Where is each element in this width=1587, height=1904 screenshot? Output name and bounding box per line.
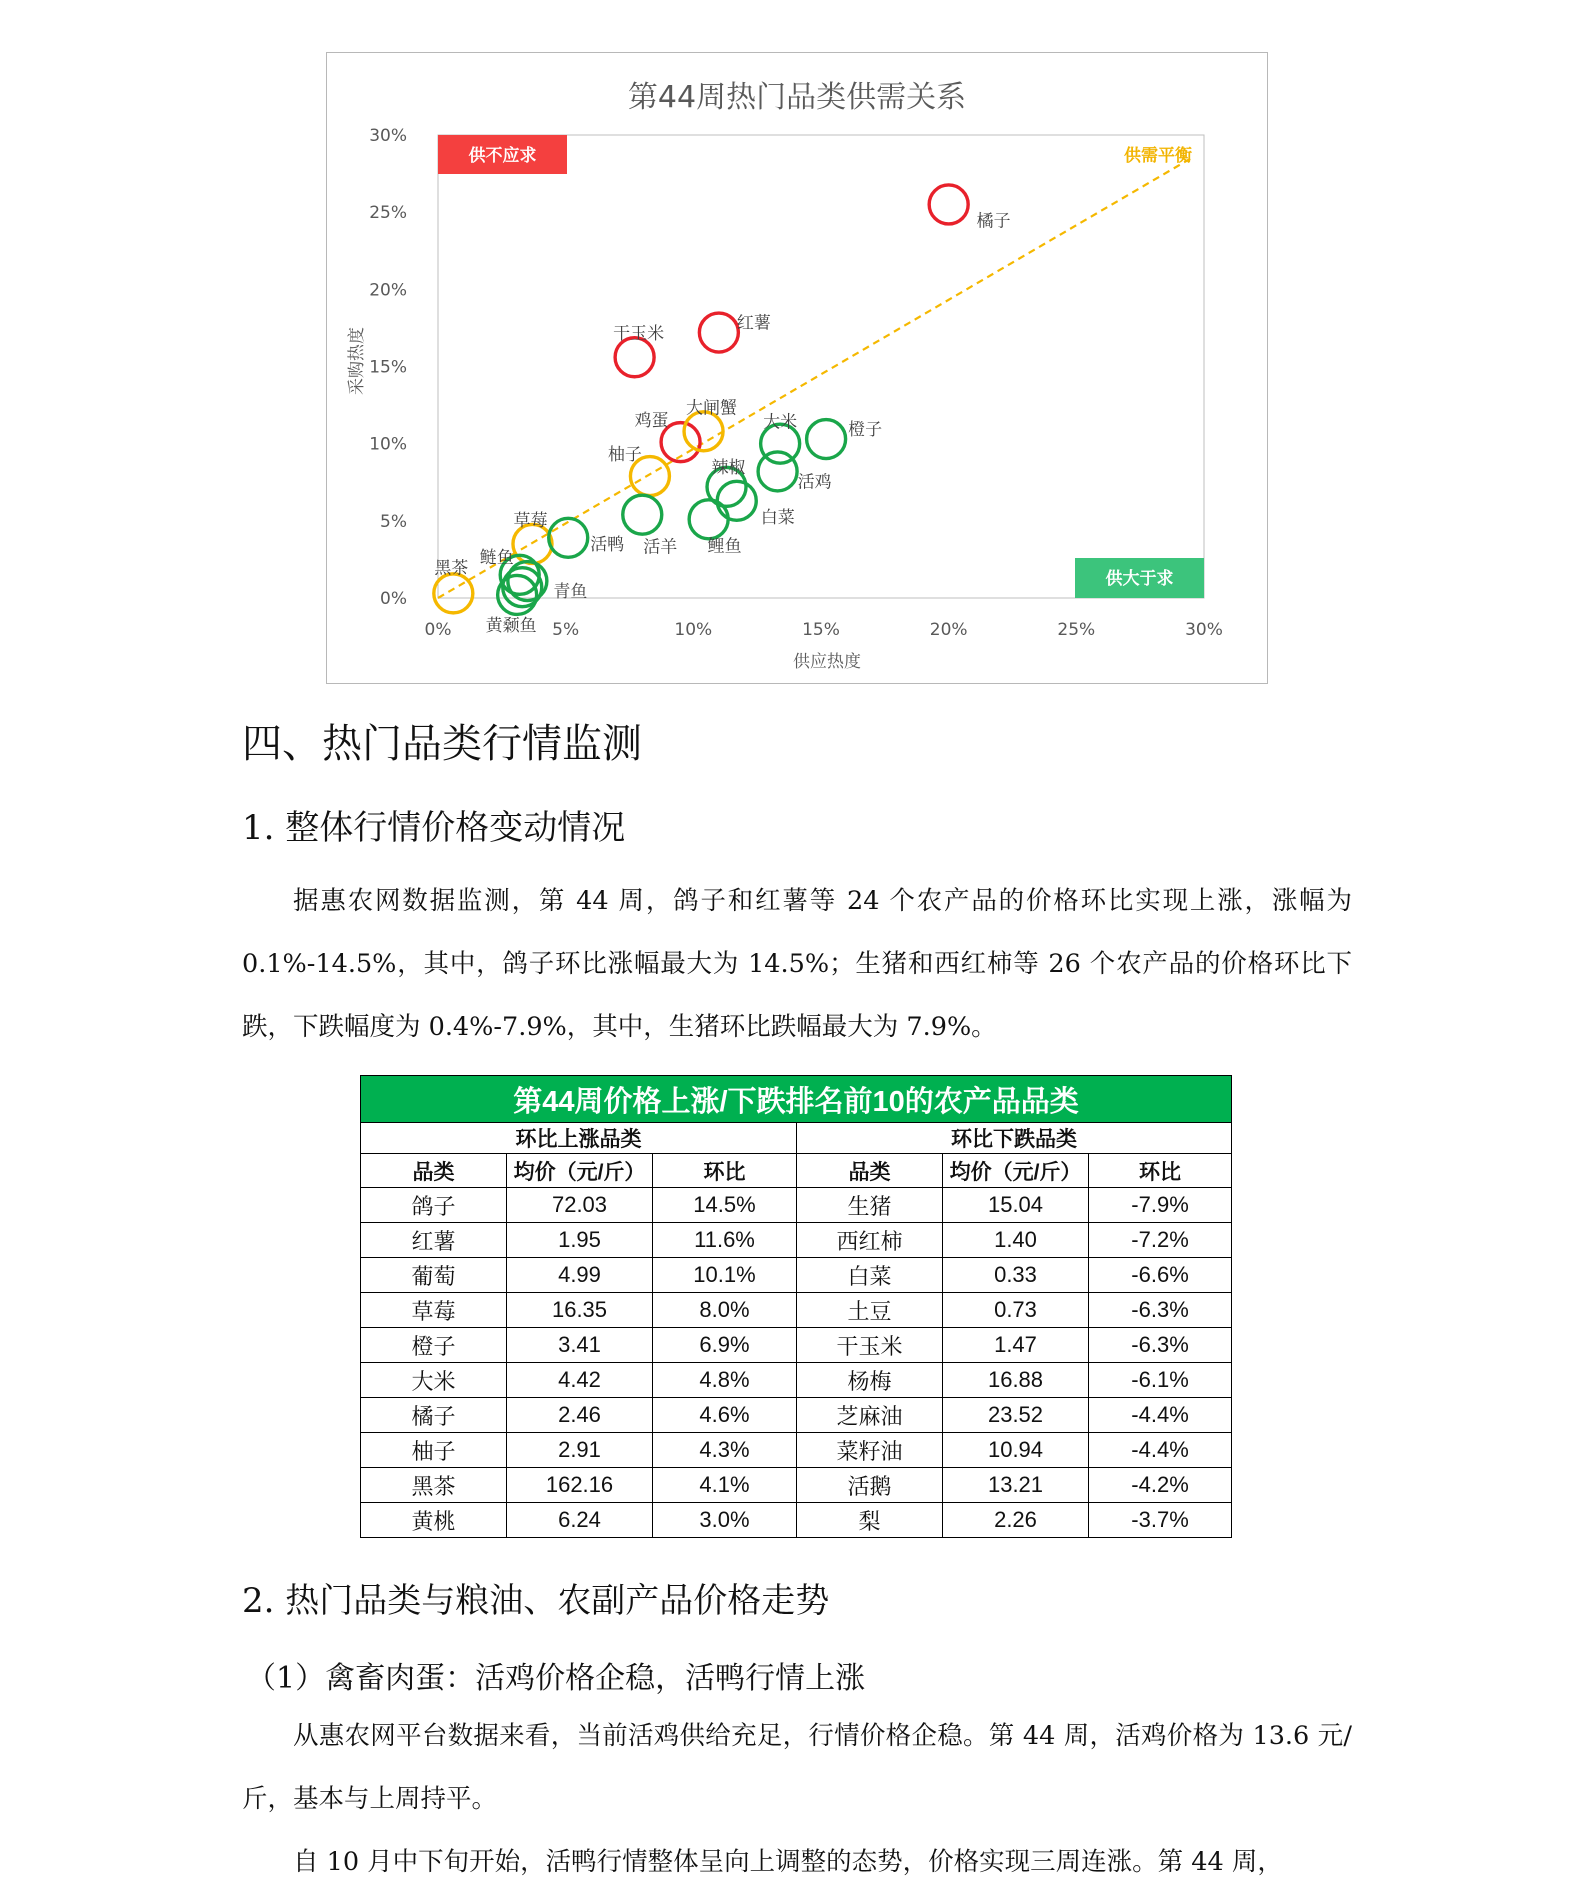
- table-cell: 大米: [361, 1363, 507, 1398]
- table-cell: 橘子: [361, 1398, 507, 1433]
- point-label: 黄颡鱼: [485, 615, 537, 636]
- table-cell: -4.2%: [1089, 1468, 1232, 1503]
- table-cell: 梨: [797, 1503, 943, 1538]
- table-cell: 72.03: [507, 1188, 653, 1223]
- scatter-point: [549, 518, 588, 557]
- table-title: 第44周价格上涨/下跌排名前10的农产品品类: [361, 1076, 1232, 1123]
- table-cell: 西红柿: [797, 1223, 943, 1258]
- table-row: [361, 1258, 1232, 1293]
- column-header: 均价（元/斤）: [943, 1154, 1089, 1188]
- y-tick-label: 30%: [369, 126, 407, 146]
- y-axis-ticks: [369, 126, 407, 609]
- y-tick-label: 15%: [369, 357, 407, 378]
- table-cell: -6.6%: [1089, 1258, 1232, 1293]
- table-cell: 柚子: [361, 1433, 507, 1468]
- point-label: 活鸡: [797, 472, 832, 493]
- table-cell: 葡萄: [361, 1258, 507, 1293]
- y-tick-label: 0%: [380, 589, 407, 609]
- table-cell: 162.16: [507, 1468, 653, 1503]
- table-cell: 13.21: [943, 1468, 1089, 1503]
- table-cell: 黑茶: [361, 1468, 507, 1503]
- table-cell: 生猪: [797, 1188, 943, 1223]
- table-cell: 2.46: [507, 1398, 653, 1433]
- x-tick-label: 15%: [802, 620, 840, 640]
- table-cell: 白菜: [797, 1258, 943, 1293]
- table-row: [361, 1363, 1232, 1398]
- table-cell: 鸽子: [361, 1188, 507, 1223]
- table-cell: -6.1%: [1089, 1363, 1232, 1398]
- table-cell: 4.42: [507, 1363, 653, 1398]
- y-tick-label: 10%: [369, 434, 407, 455]
- column-header: 环比: [653, 1154, 797, 1188]
- table-cell: 4.8%: [653, 1363, 797, 1398]
- scatter-point: [434, 574, 473, 613]
- point-label: 鲤鱼: [707, 536, 742, 557]
- table-cell: 16.88: [943, 1363, 1089, 1398]
- fall-group-header: 环比下跌品类: [797, 1123, 1232, 1154]
- point-label: 橘子: [976, 211, 1011, 232]
- subsection-2-1-paragraph-1: 从惠农网平台数据来看，当前活鸡供给充足，行情价格企稳。第 44 周，活鸡价格为 13.6 元/斤，基本与上周持平。: [242, 1721, 1352, 1814]
- table-cell: 23.52: [943, 1398, 1089, 1433]
- table-cell: -6.3%: [1089, 1328, 1232, 1363]
- table-cell: 4.6%: [653, 1398, 797, 1433]
- table-cell: 1.95: [507, 1223, 653, 1258]
- table-cell: 菜籽油: [797, 1433, 943, 1468]
- point-label: 黑茶: [434, 558, 469, 579]
- table-cell: 活鹅: [797, 1468, 943, 1503]
- x-tick-label: 0%: [424, 620, 452, 640]
- section-4-title: 四、热门品类行情监测: [242, 721, 642, 767]
- table-cell: 16.35: [507, 1293, 653, 1328]
- table-cell: -7.2%: [1089, 1223, 1232, 1258]
- table-cell: 土豆: [797, 1293, 943, 1328]
- point-label: 青鱼: [553, 582, 588, 603]
- subsection-2-1-paragraph-2: 自 10 月中下旬开始，活鸭行情整体呈向上调整的态势，价格实现三周连涨。第 44 周，: [293, 1847, 1283, 1877]
- table-cell: 1.47: [943, 1328, 1089, 1363]
- subsection-1-title: 1. 整体行情价格变动情况: [242, 808, 626, 848]
- x-tick-label: 30%: [1185, 620, 1223, 640]
- table-cell: 0.73: [943, 1293, 1089, 1328]
- point-label: 白菜: [760, 507, 795, 528]
- table-cell: -7.9%: [1089, 1188, 1232, 1223]
- point-label: 大米: [763, 412, 798, 433]
- table-cell: -3.7%: [1089, 1503, 1232, 1538]
- table-cell: 15.04: [943, 1188, 1089, 1223]
- column-header: 品类: [361, 1154, 507, 1188]
- table-cell: 8.0%: [653, 1293, 797, 1328]
- point-label: 草莓: [513, 510, 548, 531]
- table-cell: 6.24: [507, 1503, 653, 1538]
- point-label: 鸡蛋: [634, 411, 669, 432]
- table-row: [361, 1328, 1232, 1363]
- table-cell: 草莓: [361, 1293, 507, 1328]
- table-row: [361, 1188, 1232, 1223]
- point-label: 活羊: [643, 537, 678, 558]
- point-label: 红薯: [736, 313, 771, 334]
- scatter-point: [623, 495, 662, 534]
- scatter-point: [758, 452, 797, 491]
- table-cell: 6.9%: [653, 1328, 797, 1363]
- table-row: [361, 1398, 1232, 1433]
- scatter-point: [717, 481, 756, 520]
- table-cell: 14.5%: [653, 1188, 797, 1223]
- scatter-point: [689, 500, 728, 539]
- undersupply-zone-label: 供不应求: [468, 146, 537, 166]
- table-cell: 橙子: [361, 1328, 507, 1363]
- table-row: [361, 1293, 1232, 1328]
- column-header: 品类: [797, 1154, 943, 1188]
- table-cell: 2.91: [507, 1433, 653, 1468]
- column-header: 均价（元/斤）: [507, 1154, 653, 1188]
- table-cell: 4.3%: [653, 1433, 797, 1468]
- table-row: [361, 1503, 1232, 1538]
- rise-group-header: 环比上涨品类: [361, 1123, 797, 1154]
- point-label: 活鸭: [590, 534, 625, 555]
- balance-diagonal-label: 供需平衡: [1124, 146, 1192, 166]
- price-ranking-table: [360, 1075, 1232, 1538]
- point-label: 干玉米: [613, 324, 665, 345]
- table-cell: 10.94: [943, 1433, 1089, 1468]
- table-row: [361, 1468, 1232, 1503]
- x-axis-ticks: [425, 620, 1223, 640]
- y-axis-label: 采购热度: [347, 327, 367, 395]
- table-cell: 3.0%: [653, 1503, 797, 1538]
- chart-title: 第44周热门品类供需关系: [627, 80, 967, 115]
- oversupply-zone-label: 供大于求: [1105, 569, 1174, 589]
- table-row: [361, 1433, 1232, 1468]
- scatter-plot-svg: [327, 53, 1267, 683]
- x-tick-label: 10%: [674, 620, 713, 640]
- table-cell: -4.4%: [1089, 1398, 1232, 1433]
- table-cell: -4.4%: [1089, 1433, 1232, 1468]
- table-cell: 2.26: [943, 1503, 1089, 1538]
- x-tick-label: 25%: [1057, 620, 1096, 640]
- point-label: 鲢鱼: [479, 547, 514, 568]
- table-cell: 黄桃: [361, 1503, 507, 1538]
- subsection-2-title: 2. 热门品类与粮油、农副产品价格走势: [242, 1581, 830, 1621]
- point-label: 大闸蟹: [686, 398, 738, 419]
- x-tick-label: 20%: [929, 620, 968, 640]
- subsection-2-1-title: （1）禽畜肉蛋：活鸡价格企稳，活鸭行情上涨: [246, 1661, 866, 1696]
- point-label: 橙子: [848, 420, 883, 441]
- table-cell: 3.41: [507, 1328, 653, 1363]
- scatter-chart: [326, 52, 1268, 684]
- table-cell: 芝麻油: [797, 1398, 943, 1433]
- point-label: 柚子: [607, 445, 642, 466]
- scatter-point: [699, 313, 738, 352]
- y-tick-label: 5%: [380, 511, 407, 532]
- table-cell: 杨梅: [797, 1363, 943, 1398]
- scatter-point: [929, 185, 968, 224]
- subsection-1-paragraph: 据惠农网数据监测，第 44 周，鸽子和红薯等 24 个农产品的价格环比实现上涨，涨幅为 0.1%-14.5%，其中，鸽子环比涨幅最大为 14.5%；生猪和西红柿等 26 个农产品的价格环比下跌，下跌幅度为 0.4%-7.9%，其中，生猪环比跌幅最大为 7.9%。: [242, 886, 1352, 1042]
- table-cell: 4.99: [507, 1258, 653, 1293]
- table-cell: -6.3%: [1089, 1293, 1232, 1328]
- table-cell: 1.40: [943, 1223, 1089, 1258]
- table-cell: 10.1%: [653, 1258, 797, 1293]
- table-cell: 红薯: [361, 1223, 507, 1258]
- x-axis-label: 供应热度: [793, 652, 861, 672]
- table-cell: 4.1%: [653, 1468, 797, 1503]
- table-cell: 干玉米: [797, 1328, 943, 1363]
- y-tick-label: 25%: [369, 203, 407, 224]
- table-cell: 0.33: [943, 1258, 1089, 1293]
- point-label: 辣椒: [711, 457, 746, 478]
- y-tick-label: 20%: [369, 280, 407, 301]
- table-row: [361, 1223, 1232, 1258]
- column-header: 环比: [1089, 1154, 1232, 1188]
- table-cell: 11.6%: [653, 1223, 797, 1258]
- scatter-point: [807, 420, 846, 459]
- x-tick-label: 5%: [552, 620, 580, 640]
